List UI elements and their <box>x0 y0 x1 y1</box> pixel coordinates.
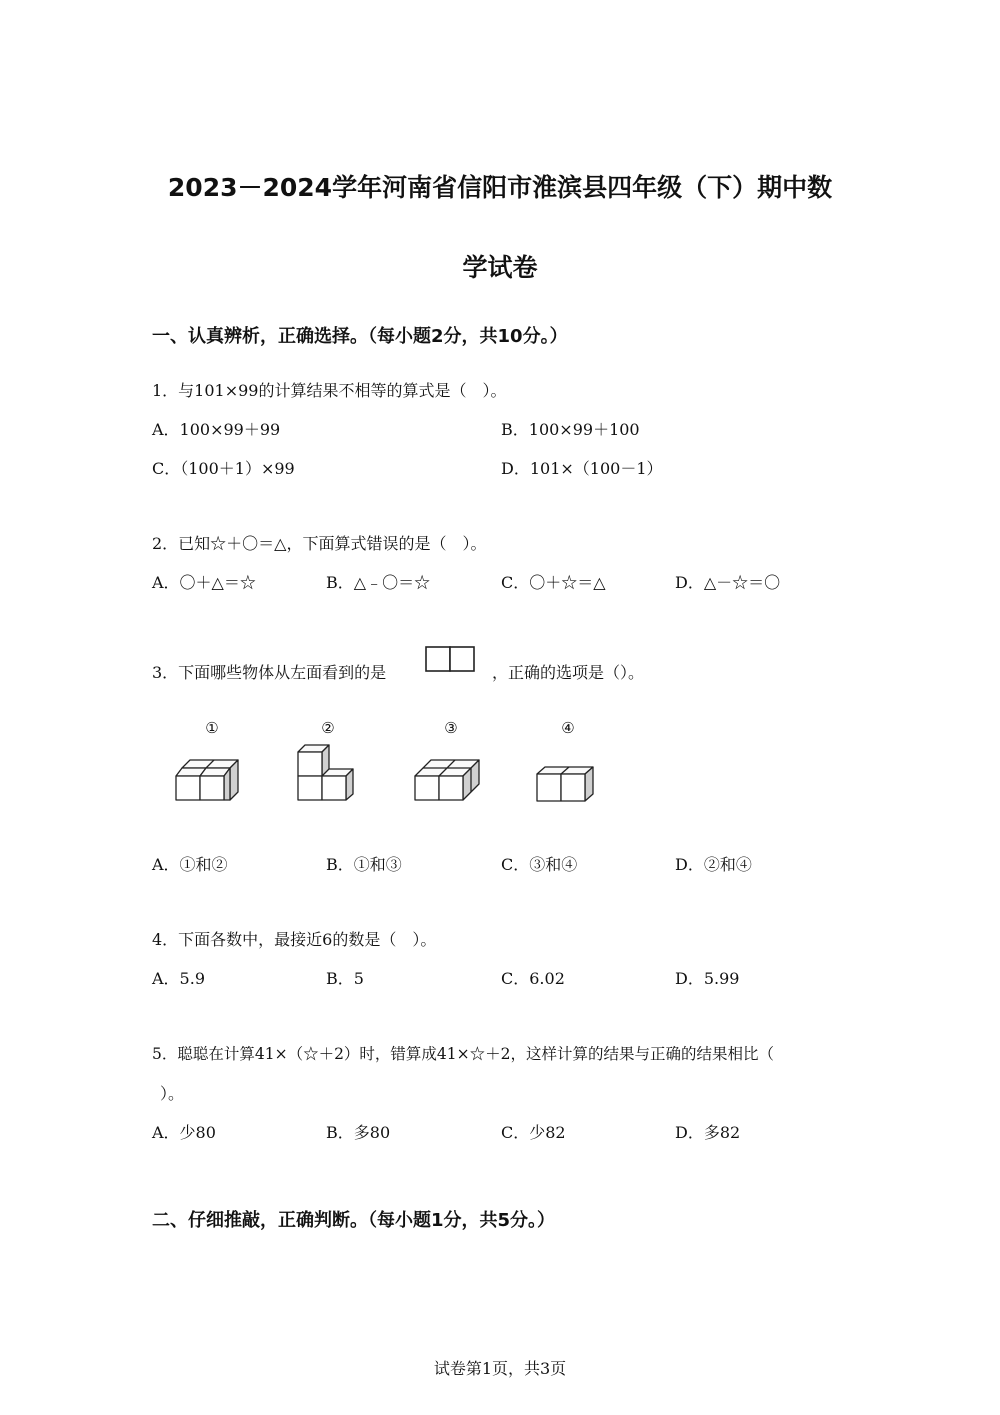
figure-label-4: ④ <box>561 719 575 737</box>
question-1-option-b: B．100×99＋100 <box>501 420 640 439</box>
question-3-option-b: B．①和③ <box>326 855 402 874</box>
cube-figure-2 <box>296 742 360 804</box>
figure-label-3: ③ <box>444 719 458 737</box>
figure-label-1: ① <box>205 719 219 737</box>
question-2-stem: 2．已知☆＋〇＝△，下面算式错误的是（ ）。 <box>152 534 487 553</box>
page-title-line1: 2023－2024学年河南省信阳市淮滨县四年级（下）期中数 <box>167 173 833 202</box>
question-4-stem: 4．下面各数中，最接近6的数是（ ）。 <box>152 930 437 949</box>
figure-label-2: ② <box>321 719 335 737</box>
question-4-option-d: D．5.99 <box>675 969 740 988</box>
question-1-option-c: C．（100＋1）×99 <box>152 459 295 478</box>
question-3-option-d: D．②和④ <box>675 855 752 874</box>
question-1-option-d: D．101×（100－1） <box>501 459 663 478</box>
question-2-option-c: C．〇＋☆＝△ <box>501 573 606 592</box>
section-heading-1: 一、认真辨析，正确选择。（每小题2分，共10分。） <box>152 326 568 347</box>
question-1-option-a: A．100×99＋99 <box>152 420 281 439</box>
cube-figure-1 <box>172 758 244 804</box>
question-4-option-c: C．6.02 <box>501 969 565 988</box>
question-5-option-d: D．多82 <box>675 1123 741 1142</box>
question-5-stem-line1: 5．聪聪在计算41×（☆＋2）时，错算成41×☆＋2，这样计算的结果与正确的结果相比（ <box>152 1045 775 1063</box>
page-footer: 试卷第1页，共3页 <box>433 1359 567 1378</box>
question-4-option-b: B．5 <box>326 969 364 988</box>
page-title-line2: 学试卷 <box>462 253 538 282</box>
question-5-stem-line2: ）。 <box>160 1084 185 1103</box>
question-3-option-c: C．③和④ <box>501 855 578 874</box>
question-2-option-d: D．△－☆＝〇 <box>675 573 781 592</box>
cube-figure-3 <box>411 758 485 804</box>
question-2-option-a: A．〇＋△＝☆ <box>152 573 256 592</box>
left-view-figure <box>425 646 475 674</box>
question-2-option-b: B．△﹣〇＝☆ <box>326 573 431 592</box>
question-4-option-a: A．5.9 <box>152 969 206 988</box>
question-5-option-a: A．少80 <box>152 1123 216 1142</box>
section-heading-2: 二、仔细推敲，正确判断。（每小题1分，共5分。） <box>152 1210 556 1231</box>
question-3-stem-after: ，正确的选项是（）。 <box>492 663 645 682</box>
question-3-option-a: A．①和② <box>152 855 228 874</box>
cube-figure-4 <box>535 764 601 804</box>
question-1-stem: 1．与101×99的计算结果不相等的算式是（ ）。 <box>152 381 507 400</box>
question-5-option-b: B．多80 <box>326 1123 391 1142</box>
question-5-option-c: C．少82 <box>501 1123 566 1142</box>
question-3-stem-before: 3．下面哪些物体从左面看到的是 <box>152 663 387 682</box>
